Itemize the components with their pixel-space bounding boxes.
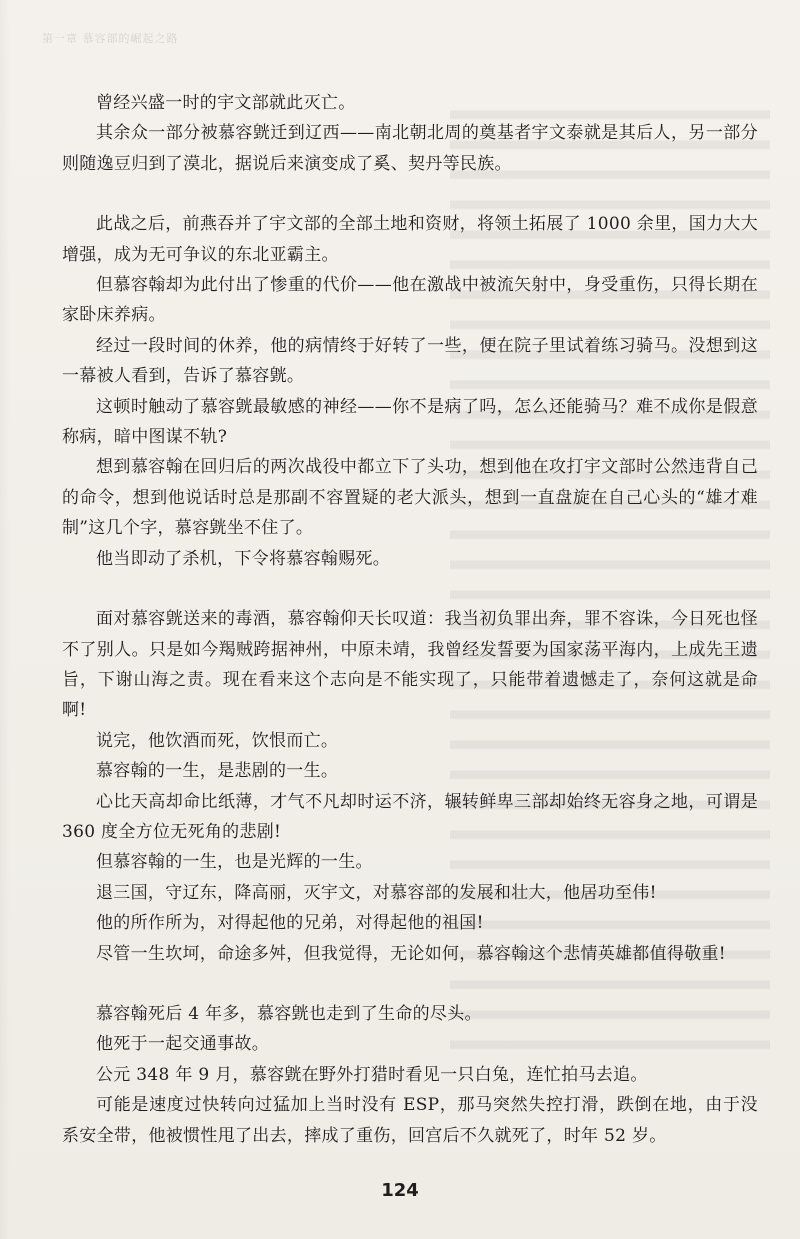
paragraph: 面对慕容皝送来的毒酒，慕容翰仰天长叹道：我当初负罪出奔，罪不容诛，今日死也怪不了别人。只是如今羯贼跨据神州，中原未靖，我曾经发誓要为国家荡平海内，上成先王遗旨，下谢山海之责。现在看来这个志向是不能实现了，只能带着遗憾走了，奈何这就是命啊! [62, 609, 758, 721]
paragraph: 其余众一部分被慕容皝迁到辽西——南北朝北周的奠基者宇文泰就是其后人，另一部分则随逸豆归到了漠北，据说后来演变成了奚、契丹等民族。 [62, 123, 758, 174]
running-head: 第一章 慕容部的崛起之路 [42, 32, 179, 45]
paragraph: 公元 348 年 9 月，慕容皝在野外打猎时看见一只白兔，连忙拍马去追。 [96, 1064, 648, 1085]
paragraph: 但慕容翰的一生，也是光辉的一生。 [96, 852, 373, 873]
paragraph: 慕容翰的一生，是悲剧的一生。 [96, 761, 339, 782]
paragraph: 退三国，守辽东，降高丽，灭宇文，对慕容部的发展和壮大，他居功至伟! [96, 882, 657, 903]
paragraph: 他的所作所为，对得起他的兄弟，对得起他的祖国! [96, 913, 484, 934]
paragraph: 但慕容翰却为此付出了惨重的代价——他在激战中被流矢射中，身受重伤，只得长期在家卧床养病。 [62, 275, 758, 326]
paragraph: 他当即动了杀机，下令将慕容翰赐死。 [96, 548, 391, 569]
body-text [62, 88, 758, 1151]
paragraph-gap [62, 969, 758, 999]
paragraph: 说完，他饮酒而死，饮恨而亡。 [96, 730, 339, 751]
paragraph: 此战之后，前燕吞并了宇文部的全部土地和资财，将领土拓展了 1000 余里，国力大大增强，成为无可争议的东北亚霸主。 [62, 214, 758, 265]
paragraph: 慕容翰死后 4 年多，慕容皝也走到了生命的尽头。 [96, 1003, 482, 1024]
paragraph: 尽管一生坎坷，命途多舛，但我觉得，无论如何，慕容翰这个悲情英雄都值得敬重! [96, 943, 726, 964]
page-number: 124 [381, 1180, 419, 1201]
paragraph-gap [62, 179, 758, 209]
paragraph: 可能是速度过快转向过猛加上当时没有 ESP，那马突然失控打滑，跌倒在地，由于没系安全带，他被惯性甩了出去，摔成了重伤，回宫后不久就死了，时年 52 岁。 [62, 1095, 758, 1146]
paragraph: 心比天高却命比纸薄，才气不凡却时运不济，辗转鲜卑三部却始终无容身之地，可谓是 360 度全方位无死角的悲剧! [62, 791, 758, 842]
paragraph: 想到慕容翰在回归后的两次战役中都立下了头功，想到他在攻打宇文部时公然违背自己的命令，想到他说话时总是那副不容置疑的老大派头，想到一直盘旋在自己心头的“雄才难制”这几个字，慕容皝坐不住了。 [62, 457, 758, 539]
paragraph: 这顿时触动了慕容皝最敏感的神经——你不是病了吗，怎么还能骑马？难不成你是假意称病，暗中图谋不轨? [62, 396, 758, 448]
paragraph-gap [62, 574, 758, 604]
paragraph: 经过一段时间的休养，他的病情终于好转了一些，便在院子里试着练习骑马。没想到这一幕被人看到，告诉了慕容皝。 [62, 335, 758, 387]
paragraph: 他死于一起交通事故。 [96, 1034, 269, 1055]
paragraph: 曾经兴盛一时的宇文部就此灭亡。 [96, 93, 356, 113]
